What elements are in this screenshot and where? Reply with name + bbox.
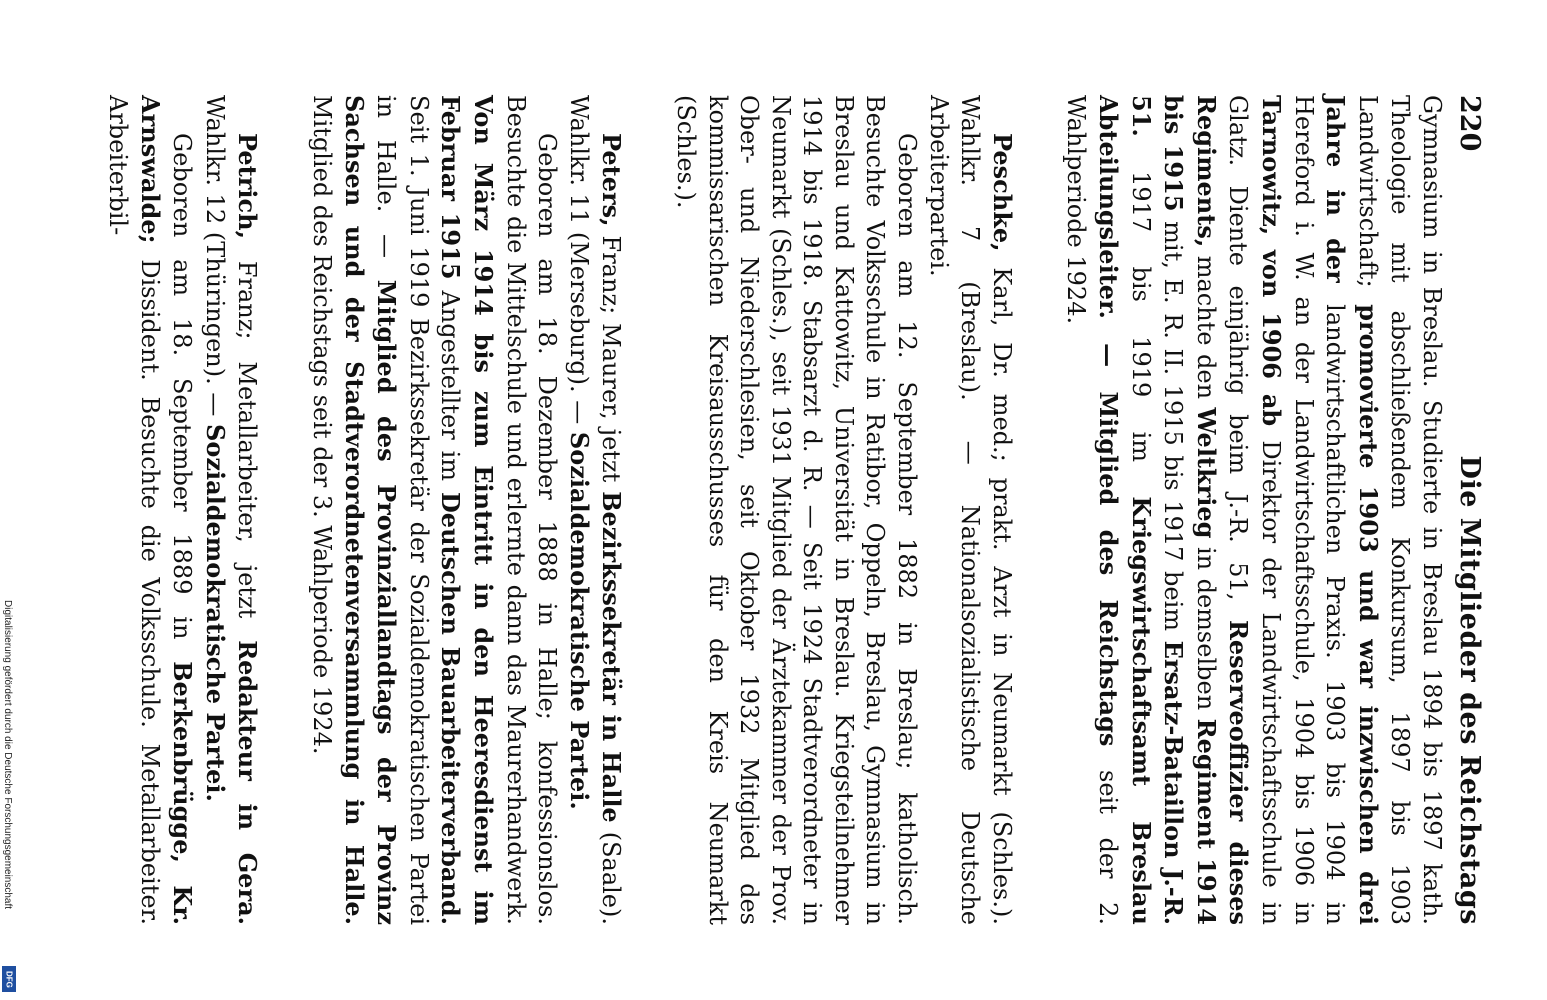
digitization-credit <box>0 600 18 990</box>
member-name: Petrich, <box>233 133 263 239</box>
member-name: Peters, <box>597 133 627 227</box>
running-head <box>1445 95 1485 925</box>
entry-body-peters: Geboren am 18. Dezember 1888 in Halle; konfessionslos. Besuchte die Mittelschule und erlernte dann das Maurerhandwerk. Von März 1914 bis zum Eintritt in den Heeresdienst im Februar 1915 Angestellter im Deutschen Bauarbeiterverband. Seit 1. Juni 1919 Bezirkssekretär der Sozialdemokratischen Partei in Halle. — Mitglied des Provinziallandtags der Provinz Sachsen und der Stadtverordnetenversammlung in Halle. Mitglied des Reichstags seit der 3. Wahlperiode 1924. <box>308 95 562 925</box>
page-number: 220 <box>1454 95 1485 152</box>
entry-continuation: Gymnasium in Breslau. Studierte in Breslau 1894 bis 1897 kath. Theologie mit abschließendem Konkursum, 1897 bis 1903 Landwirtschaft; promovierte 1903 und war inzwischen drei Jahre in der landwirtschaftlichen Praxis. 1903 bis 1904 in Hereford i. W. an der Landwirtschaftsschule, 1904 bis 1906 in Tarnowitz, von 1906 ab Direktor der Landwirtschaftsschule in Glatz. Diente einjährig beim J.-R. 51, Reserveoffizier dieses Regiments, machte den Weltkrieg in demselben Regiment 1914 bis 1915 mit, E. R. II. 1915 bis 1917 beim Ersatz-Bataillon J.-R. 51. 1917 bis 1919 im Kriegswirtschaftsamt Breslau Abteilungsleiter. — Mitglied des Reichstags seit der 2. Wahlperiode 1924. <box>1062 95 1446 926</box>
credit-text: Digitalisierung gefördert durch die Deutsche Forschungsgemeinschaft <box>2 600 13 910</box>
entry-gap <box>627 95 669 925</box>
entry-heading-petrich: Petrich, Franz; Metallarbeiter, jetzt Redakteur in Gera. Wahlkr. 12 (Thüringen). — Sozialdemokratische Partei. <box>200 95 263 926</box>
entry-heading-peschke: Peschke, Karl, Dr. med.; prakt. Arzt in Neumarkt (Schles.). Wahlkr. 7 (Breslau). — Nationalsozialistische Deutsche Arbeiterpartei. <box>924 95 1017 925</box>
member-name: Peschke, <box>987 133 1017 252</box>
text-column <box>101 95 1447 925</box>
entry-body-peschke: Geboren am 12. September 1882 in Breslau; katholisch. Besuchte Volksschule in Ratibor, Oppeln, Breslau, Gymnasium in Breslau und Kattowitz, Universität in Breslau. Kriegsteilnehmer 1914 bis 1918. Stabsarzt d. R. — Seit 1924 Stadtverordneter in Neumarkt (Schles.), seit 1931 Mitglied der Ärztekammer der Prov. Ober- und Niederschlesien, seit Oktober 1932 Mitglied des kommissarischen Kreisausschusses für den Kreis Neumarkt (Schles.). <box>671 95 922 925</box>
entry-gap <box>263 95 305 925</box>
dfg-logo: DFG <box>2 966 16 992</box>
page-header-title: Die Mitglieder des Reichstags <box>1454 455 1485 925</box>
entry-body-petrich: Geboren am 18. September 1889 in Berkenbrügge, Kr. Arnswalde; Dissident. Besuchte die Volksschule. Metallarbeiter. Arbeiterbil- <box>104 95 198 925</box>
entry-heading-peters: Peters, Franz; Maurer, jetzt Bezirkssekretär in Halle (Saale). Wahlkr. 11 (Merseburg). — Sozialdemokratische Partei. <box>564 95 627 925</box>
entry-gap <box>1018 95 1060 925</box>
